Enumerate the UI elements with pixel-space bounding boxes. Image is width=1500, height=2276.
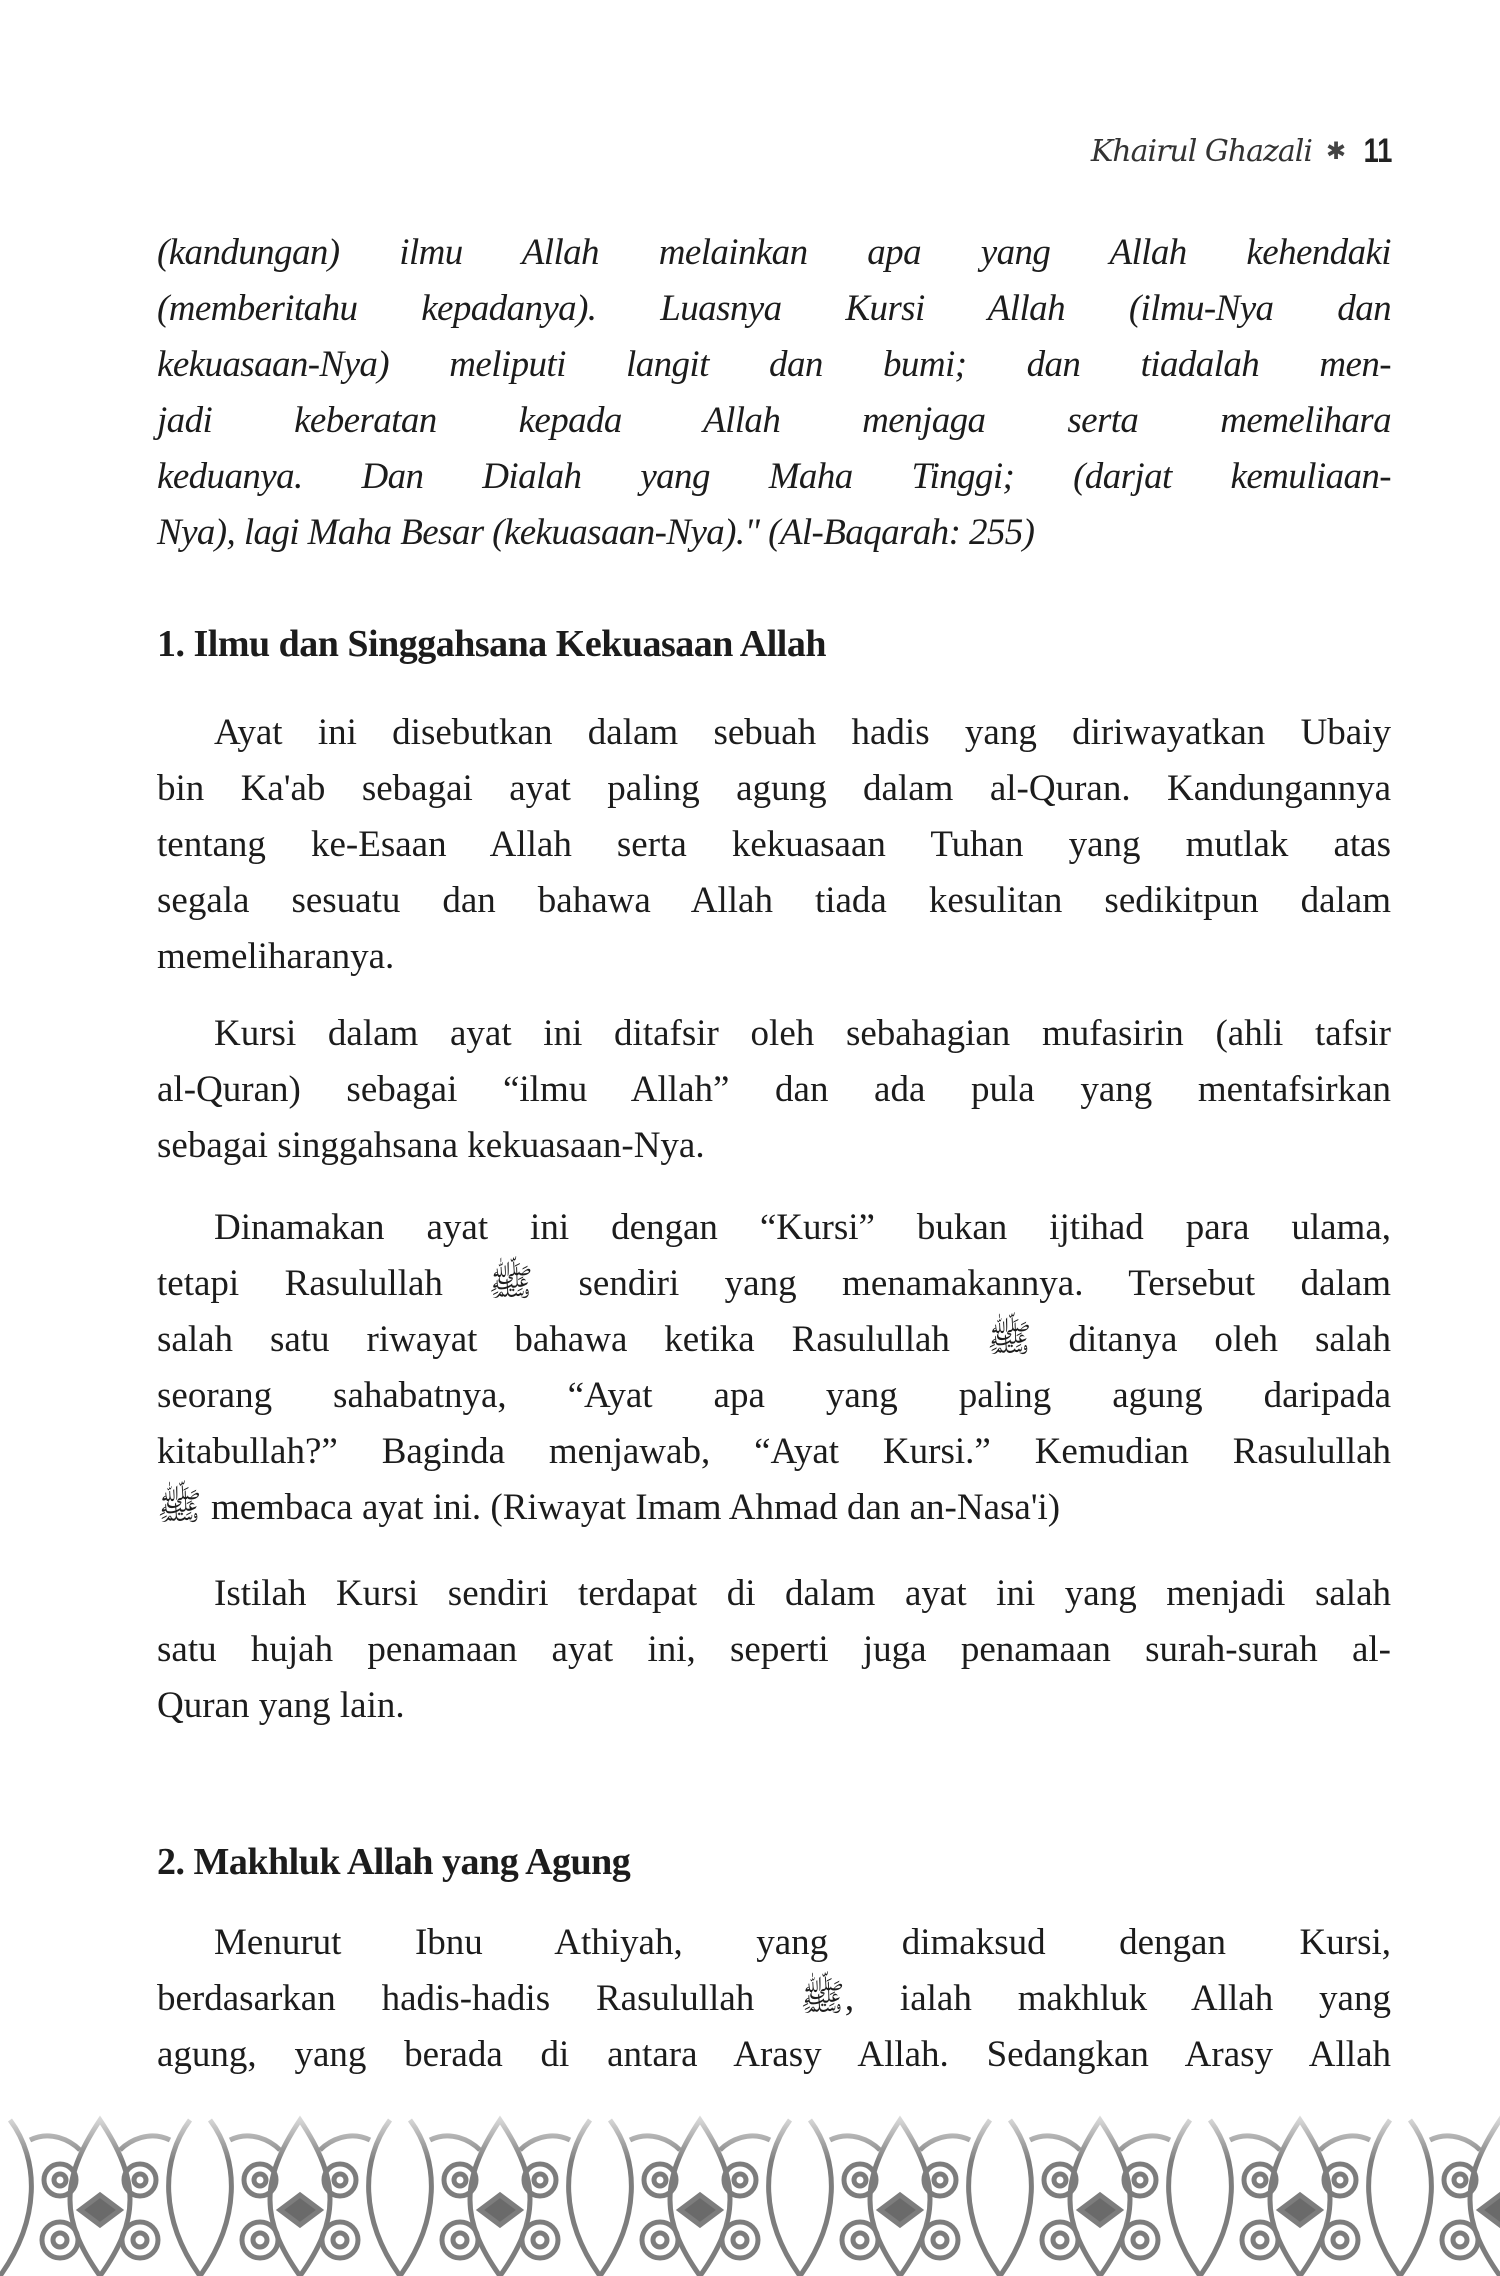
paragraph-3 <box>157 1200 1391 1536</box>
text-line: sebagai singgahsana kekuasaan-Nya. <box>157 1125 705 1166</box>
text-line: satu hujah penamaan ayat ini, seperti juga penamaan surah-surah al- <box>157 1629 1391 1670</box>
star-ornament-icon: ✱ <box>1325 139 1347 165</box>
paragraph-1 <box>157 705 1391 985</box>
text-line: agung, yang berada di antara Arasy Allah. Sedangkan Arasy Allah <box>157 2034 1391 2075</box>
text-line: tetapi Rasulullah ﷺ sendiri yang menamakannya. Tersebut dalam <box>157 1263 1391 1304</box>
text-line: (memberitahu kepadanya). Luasnya Kursi Allah (ilmu-Nya dan <box>157 288 1391 329</box>
paragraph-4 <box>157 1566 1391 1734</box>
text-line: kekuasaan-Nya) meliputi langit dan bumi; dan tiadalah men- <box>157 344 1391 385</box>
running-header <box>1091 132 1396 171</box>
text-line: berdasarkan hadis-hadis Rasulullah ﷺ, ialah makhluk Allah yang <box>157 1978 1391 2019</box>
section-heading-2: 2. Makhluk Allah yang Agung <box>157 1841 631 1883</box>
text-line: kitabullah?” Baginda menjawab, “Ayat Kursi.” Kemudian Rasulullah <box>157 1431 1391 1472</box>
text-line: Ayat ini disebutkan dalam sebuah hadis yang diriwayatkan Ubaiy <box>214 712 1391 753</box>
text-line: ﷺ membaca ayat ini. (Riwayat Imam Ahmad dan an-Nasa'i) <box>157 1487 1061 1528</box>
text-line: Menurut Ibnu Athiyah, yang dimaksud dengan Kursi, <box>214 1922 1391 1963</box>
text-line: keduanya. Dan Dialah yang Maha Tinggi; (darjat kemuliaan- <box>157 456 1391 497</box>
text-line: (kandungan) ilmu Allah melainkan apa yang Allah kehendaki <box>157 232 1391 273</box>
text-line: al-Quran) sebagai “ilmu Allah” dan ada pula yang mentafsirkan <box>157 1069 1391 1110</box>
text-line: Istilah Kursi sendiri terdapat di dalam ayat ini yang menjadi salah <box>214 1573 1391 1614</box>
text-line: bin Ka'ab sebagai ayat paling agung dalam al-Quran. Kandungannya <box>157 768 1391 809</box>
text-line: salah satu riwayat bahawa ketika Rasulullah ﷺ ditanya oleh salah <box>157 1319 1391 1360</box>
page-number: 11 <box>1363 132 1393 170</box>
section-heading-1: 1. Ilmu dan Singgahsana Kekuasaan Allah <box>157 623 826 665</box>
author-name: Khairul Ghazali <box>1090 134 1312 169</box>
text-line: Kursi dalam ayat ini ditafsir oleh sebahagian mufasirin (ahli tafsir <box>214 1013 1391 1054</box>
text-line: jadi keberatan kepada Allah menjaga serta memelihara <box>157 400 1391 441</box>
text-line: tentang ke-Esaan Allah serta kekuasaan Tuhan yang mutlak atas <box>157 824 1391 865</box>
paragraph-2 <box>157 1006 1391 1174</box>
paragraph-5 <box>157 1915 1391 2083</box>
text-line: Nya), lagi Maha Besar (kekuasaan-Nya)." (Al-Baqarah: 255) <box>157 512 1035 553</box>
quran-verse-quote <box>157 225 1391 561</box>
text-line: Quran yang lain. <box>157 1685 405 1726</box>
text-line: memeliharanya. <box>157 936 395 977</box>
text-line: Dinamakan ayat ini dengan “Kursi” bukan ijtihad para ulama, <box>214 1207 1391 1248</box>
text-line: segala sesuatu dan bahawa Allah tiada kesulitan sedikitpun dalam <box>157 880 1391 921</box>
floral-border-ornament <box>0 2100 1500 2276</box>
text-line: seorang sahabatnya, “Ayat apa yang paling agung daripada <box>157 1375 1391 1416</box>
